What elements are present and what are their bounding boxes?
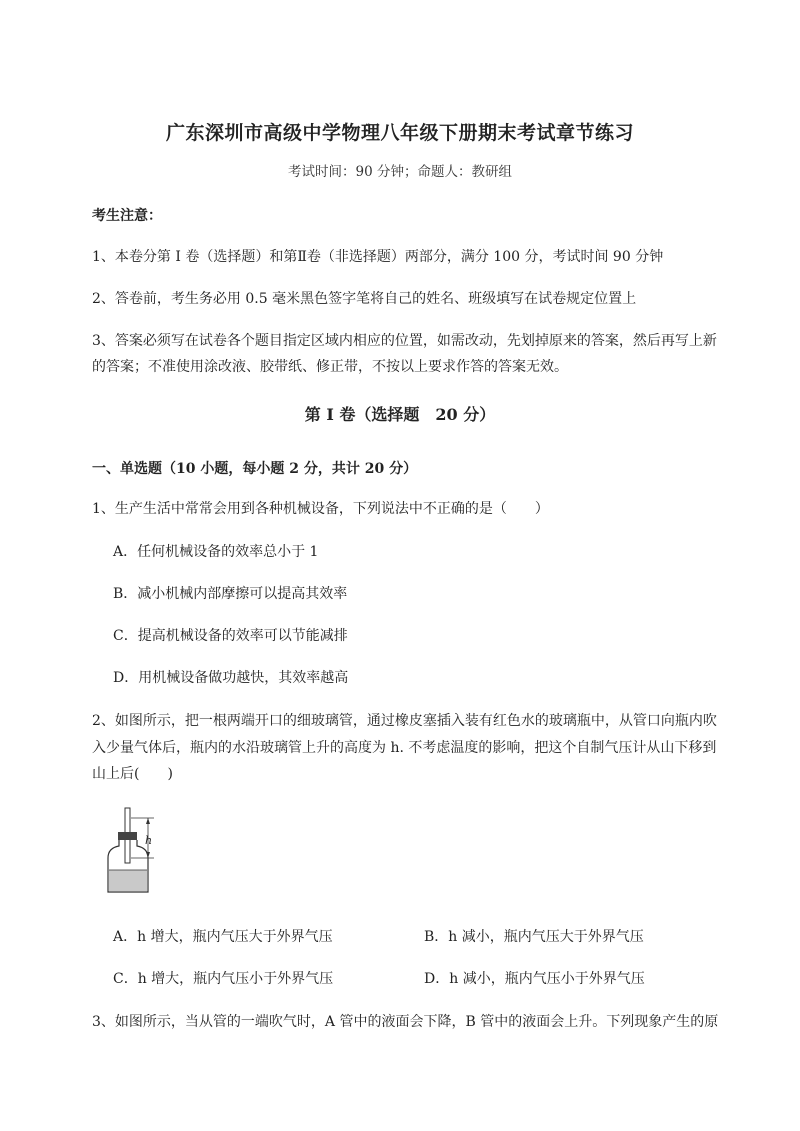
section-title: 第 I 卷（选择题 20 分）: [304, 405, 496, 424]
page-title: 广东深圳市高级中学物理八年级下册期末考试章节练习: [165, 122, 634, 144]
q1-option-d: D．用机械设备做功越快，其效率越高: [113, 670, 349, 686]
part-heading: 一、单选题（10 小题，每小题 2 分，共计 20 分）: [92, 461, 418, 477]
notice-item-3: 3、答案必须写在试卷各个题目指定区域内相应的位置，如需改动，先划掉原来的答案，然后再写上新: [92, 333, 717, 349]
notice-item-2: 2、答卷前，考生务必用 0.5 毫米黑色签字笔将自己的姓名、班级填写在试卷规定位置上: [92, 291, 637, 307]
q1-option-b: B．减小机械内部摩擦可以提高其效率: [113, 586, 348, 602]
q2-stem-line-2: 入少量气体后，瓶内的水沿玻璃管上升的高度为 h. 不考虑温度的影响，把这个自制气压计从山下移到: [92, 740, 717, 756]
q2-option-b: B．h 减小，瓶内气压大于外界气压: [424, 929, 644, 945]
q1-option-c: C．提高机械设备的效率可以节能减排: [113, 628, 348, 644]
notice-item-1: 1、本卷分第 I 卷（选择题）和第Ⅱ卷（非选择题）两部分，满分 100 分，考试时间 90 分钟: [92, 249, 664, 265]
notice-item-3-cont: 的答案；不准使用涂改液、胶带纸、修正带，不按以上要求作答的答案无效。: [92, 359, 568, 375]
q3-stem: 3、如图所示，当从管的一端吹气时，A 管中的液面会下降，B 管中的液面会上升。下列现象产生的原: [92, 1014, 719, 1030]
q2-option-a: A．h 增大，瓶内气压大于外界气压: [113, 929, 333, 945]
barometer-figure: [104, 806, 164, 896]
q2-option-d: D．h 减小，瓶内气压小于外界气压: [424, 971, 645, 987]
q2-stem-line-3: 山上后( ): [92, 766, 173, 782]
notice-heading: 考生注意：: [92, 208, 162, 224]
q2-option-c: C．h 增大，瓶内气压小于外界气压: [113, 971, 334, 987]
q1-stem: 1、生产生活中常常会用到各种机械设备，下列说法中不正确的是（ ）: [92, 501, 549, 517]
page-subtitle: 考试时间：90 分钟；命题人：教研组: [288, 164, 512, 180]
figure-label-h: h: [145, 834, 153, 847]
q1-option-a: A．任何机械设备的效率总小于 1: [113, 544, 319, 560]
q2-stem-line-1: 2、如图所示，把一根两端开口的细玻璃管，通过橡皮塞插入装有红色水的玻璃瓶中，从管口向瓶内吹: [92, 713, 717, 729]
